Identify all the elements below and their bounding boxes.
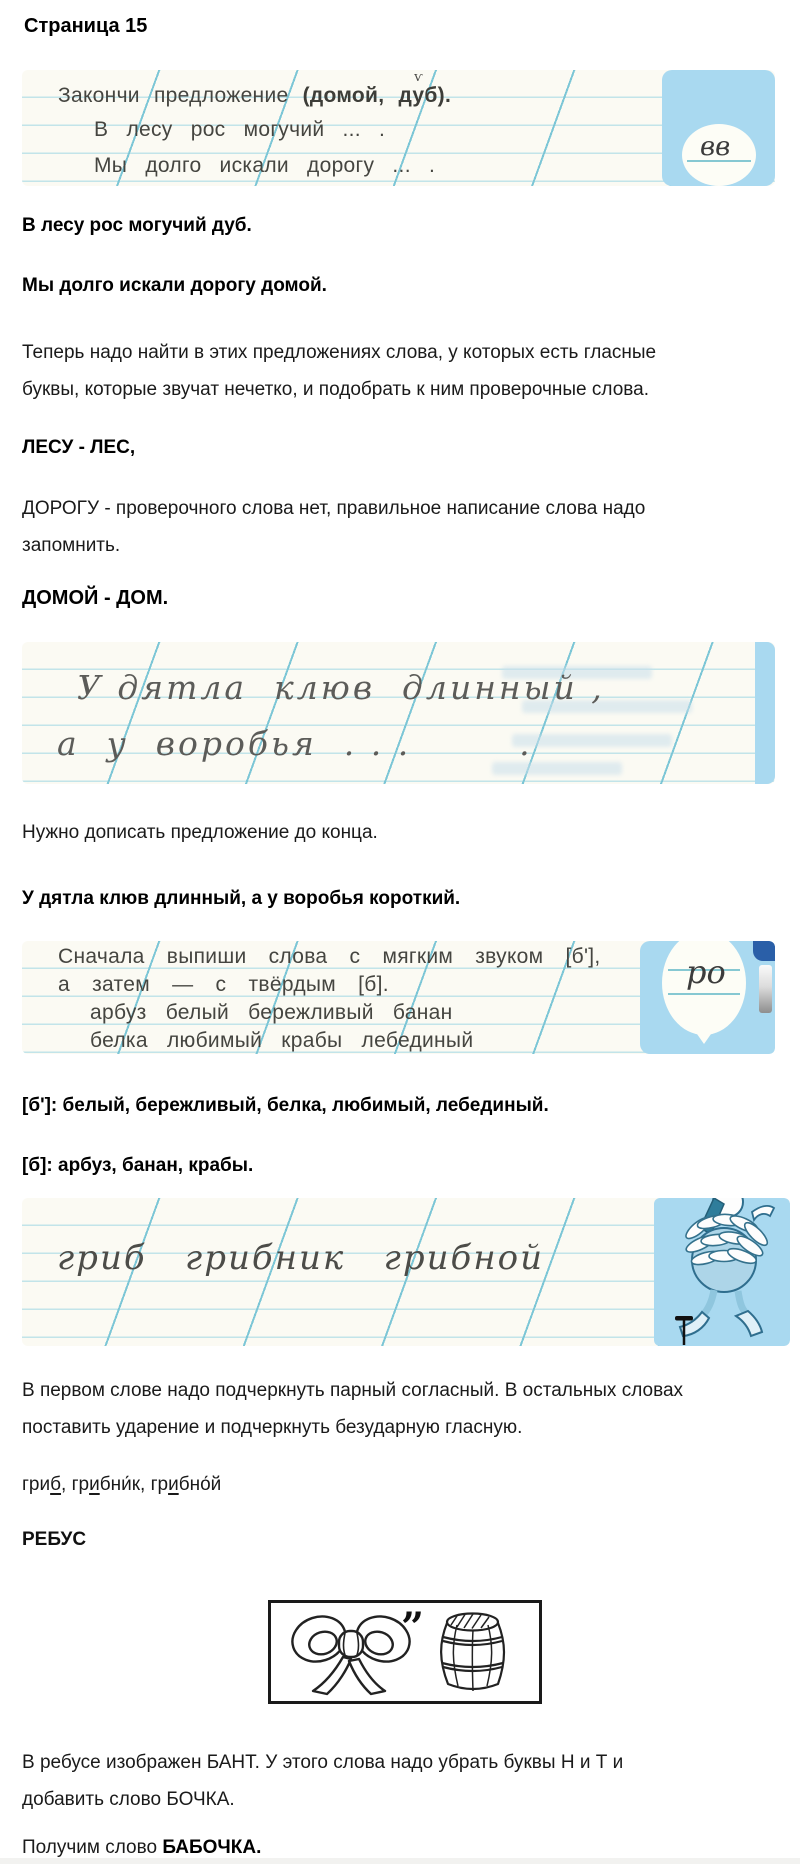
blue-panel <box>662 70 775 186</box>
exercise-line: арбуз белый бережливый банан <box>90 1001 453 1024</box>
cursive-letter-badge: вв <box>700 132 731 162</box>
handwriting-line: У дятла клюв длинный , <box>77 668 605 707</box>
answer-lesu: ЛЕСУ - ЛЕС, <box>22 437 136 458</box>
exercise-image-woodpecker <box>22 642 775 784</box>
page-bottom-edge <box>0 1858 800 1864</box>
explanation-stress: В первом слове надо подчеркнуть парный согласный. В остальных словах поставить ударение и подчеркнуть безударную гласную. <box>22 1380 684 1438</box>
rebus-explanation: В ребусе изображен БАНТ. У этого слова надо убрать буквы Н и Т и добавить слово БОЧКА. <box>22 1752 624 1810</box>
handwriting-line: гриб грибник грибной <box>57 1238 544 1278</box>
check-mark: ѵ <box>414 70 423 85</box>
character-illustration <box>654 1198 790 1346</box>
blue-panel <box>640 941 775 1054</box>
page-corner-marker <box>753 941 775 961</box>
exercise-line: Закончи предложение (домой, дуб). <box>58 84 452 107</box>
explanation-paragraph: Теперь надо найти в этих предложениях слова, у которых есть гласные буквы, которые звучат нечетко, и подобрать к ним проверочные слова. <box>22 342 657 400</box>
cursive-letter-badge: ро <box>686 953 726 991</box>
blue-edge-strip <box>755 642 775 784</box>
answer-sentence-2: Мы долго искали дорогу домой. <box>22 275 327 296</box>
answer-mushroom-words: гриб, грибни́к, грибно́й <box>22 1474 222 1495</box>
answer-woodpecker: У дятла клюв длинный, а у воробья короткий. <box>22 888 461 909</box>
balloon-shape <box>662 941 746 1035</box>
answer-soft-b: [б']: белый, бережливый, белка, любимый, лебединый. <box>22 1095 549 1116</box>
handwriting-line: а у воробья . . . . <box>57 724 533 763</box>
answer-sentence-1: В лесу рос могучий дуб. <box>22 215 252 236</box>
page-title: Страница 15 <box>24 15 148 37</box>
answer-domoy: ДОМОЙ - ДОМ. <box>22 587 169 609</box>
scroll-strip <box>759 965 772 1013</box>
explanation-finish: Нужно дописать предложение до конца. <box>22 822 378 843</box>
show-through-text <box>492 762 622 775</box>
character-panel <box>654 1198 790 1346</box>
rebus-drawing <box>271 1603 539 1701</box>
letter-oval <box>682 124 756 186</box>
exercise-image-finish-sentence <box>22 70 775 186</box>
exercise-line: Сначала выпиши слова с мягким звуком [б'], <box>58 945 601 968</box>
exercise-line: Мы долго искали дорогу ... . <box>94 154 436 177</box>
rebus-result: Получим слово БАБОЧКА. <box>22 1837 262 1858</box>
answer-hard-b: [б]: арбуз, банан, крабы. <box>22 1155 254 1176</box>
rebus-heading: РЕБУС <box>22 1529 87 1550</box>
exercise-line: В лесу рос могучий ... . <box>94 118 386 141</box>
show-through-text <box>512 734 672 747</box>
exercise-line: а затем — с твёрдым [б]. <box>58 973 389 996</box>
exercise-image-soft-hard-b <box>22 941 775 1054</box>
exercise-image-mushroom-words <box>22 1198 790 1346</box>
quote-marks: ” <box>401 1604 425 1651</box>
exercise-line: белка любимый крабы лебединый <box>90 1029 474 1052</box>
rebus-image <box>268 1600 542 1704</box>
explanation-dorogu: ДОРОГУ - проверочного слова нет, правильное написание слова надо запомнить. <box>22 498 646 556</box>
